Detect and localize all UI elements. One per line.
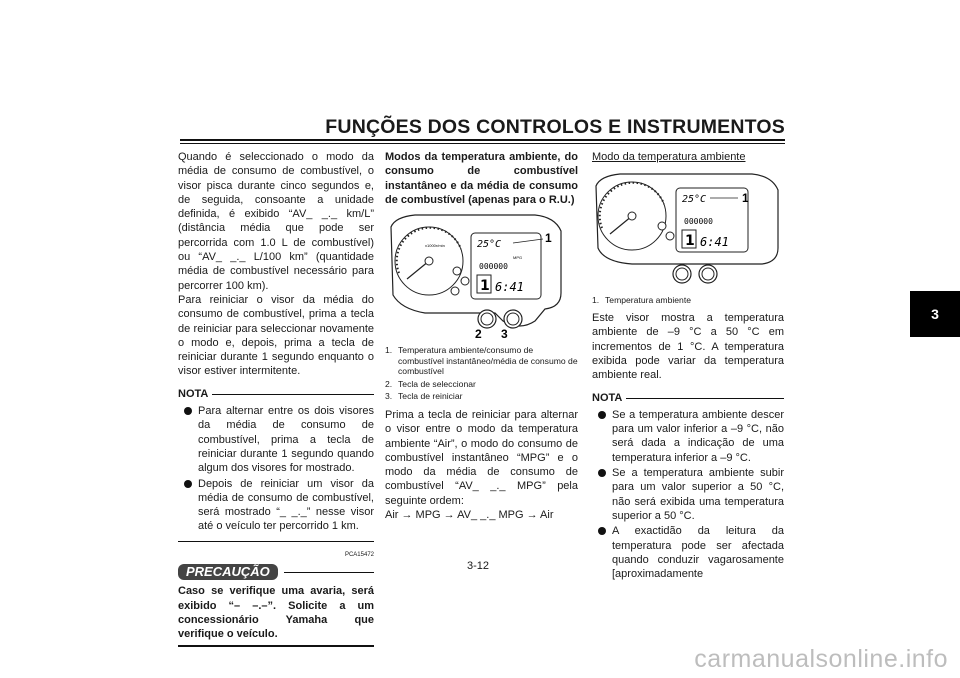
indicator-lamp <box>453 267 461 275</box>
nota-heading <box>178 387 374 401</box>
tach-label: x1000r/min <box>425 243 445 249</box>
tachometer-hub <box>628 212 636 220</box>
caption-item <box>385 391 578 402</box>
subheading-ambient: Modo da temperatura ambiente <box>592 151 746 163</box>
caption-number: 3. <box>385 391 393 402</box>
column-2 <box>385 150 578 522</box>
nota-rule <box>212 394 374 395</box>
paragraph-mode-order: Prima a tecla de reiniciar para alternar o visor entre o modo da temperatura ambiente “Air”, o modo do consumo de combustível instantâneo “MPG” e o modo da média de consumo de combustível “AV_ _._ MPG” pela seguinte ordem: <box>385 408 578 507</box>
caption-item <box>385 379 578 390</box>
figure-captions <box>592 295 784 306</box>
lcd-odometer: 000000 <box>684 217 713 227</box>
lcd-gear: 1 <box>480 278 490 295</box>
nota-label: NOTA <box>592 391 623 404</box>
caption-number: 2. <box>385 378 393 389</box>
lcd-mpg-label: MPG <box>513 255 523 261</box>
paragraph-ambient-range: Este visor mostra a temperatura ambiente de –9 °C a 50 °C em incrementos de 1 °C. A temperatura exibida pode variar da temperatura ambiente real. <box>592 312 784 382</box>
nota-rule <box>626 398 784 399</box>
indicator-lamp <box>451 287 459 295</box>
nota-item <box>178 477 374 534</box>
header-rule-thin <box>180 143 785 144</box>
lcd-temperature: 25°C <box>682 194 707 206</box>
nota-item-text: Se a temperatura ambiente subir para um valor superior a 50 °C, não será exibida uma temperatura superior a 50 °C. <box>612 467 784 522</box>
caution-heading <box>178 564 374 580</box>
nota-item <box>592 408 784 465</box>
callout-2: 2 <box>475 327 482 340</box>
nota-heading <box>592 391 784 405</box>
nota-item-text: Para alternar entre os dois visores da média de consumo de combustível, prima a tecla de reiniciar durante 1 segundo quando algum dos visores for mostrado. <box>198 405 374 475</box>
paragraph-reset-average: Para reiniciar o visor da média do consumo de combustível, prima a tecla de reiniciar para seleccionar novamente o modo e, depois, prima a tecla de reiniciar durante 1 segundo enquanto o visor estiver intermitente. <box>178 293 374 378</box>
caption-item <box>592 295 784 306</box>
caption-text: Temperatura ambiente/consumo de combustível instantâneo/média de consumo de combustível <box>398 345 578 377</box>
figure-captions <box>385 345 578 402</box>
instrument-panel-figure <box>385 209 578 339</box>
caption-item <box>385 345 578 377</box>
watermark: carmanualsonline.info <box>694 645 948 673</box>
caution-text: Caso se verifique uma avaria, será exibido “– –.–”. Solicite a um concessionário Yamaha que verifique o veículo. <box>178 585 374 641</box>
caption-number: 1. <box>592 294 600 305</box>
bullet-icon <box>598 527 606 535</box>
lcd-temperature: 25°C <box>477 239 502 251</box>
caution-badge: PRECAUÇÃO <box>178 564 278 580</box>
nota-item <box>592 466 784 523</box>
chapter-tab: 3 <box>910 291 960 337</box>
nota-item-text: A exactidão da leitura da temperatura pode ser afectada quando conduzir vagarosamente [aproximadamente <box>612 525 784 581</box>
column-3 <box>592 150 784 582</box>
caution-rule <box>284 572 374 573</box>
reset-button-inner <box>507 313 519 325</box>
select-button-inner <box>676 268 688 280</box>
caption-text: Tecla de reiniciar <box>398 391 463 402</box>
caution-code: PCA15472 <box>344 551 374 558</box>
lcd-clock: 6:41 <box>495 280 524 295</box>
indicator-lamp <box>658 222 666 230</box>
nota-list <box>178 404 374 534</box>
nota-item <box>592 524 784 581</box>
page-number: 3-12 <box>467 560 490 572</box>
mode-sequence: Air → MPG → AV_ _._ MPG → Air <box>385 509 554 522</box>
indicator-lamp <box>666 232 674 240</box>
caution-end-rule <box>178 645 374 647</box>
caption-number: 1. <box>385 345 393 356</box>
header-rule-thick <box>180 139 785 141</box>
section-title: Modos da temperatura ambiente, do consumo de combustível instantâneo e da média de consumo de combustível (apenas para o R.U.) <box>385 151 578 206</box>
nota-item-text: Depois de reiniciar um visor da média de consumo de combustível, será mostrado “_ _._” nesse visor até o veículo ter percorrido 1 km. <box>198 477 374 533</box>
select-button-inner <box>481 313 493 325</box>
tachometer-hub <box>425 257 433 265</box>
lcd-gear: 1 <box>685 233 695 250</box>
caption-text: Temperatura ambiente <box>605 294 691 305</box>
bullet-icon <box>598 411 606 419</box>
caption-text: Tecla de seleccionar <box>398 378 476 389</box>
bullet-icon <box>184 480 192 488</box>
nota-label: NOTA <box>178 387 209 400</box>
page-title: FUNÇÕES DOS CONTROLOS E INSTRUMENTOS <box>325 116 785 138</box>
instrument-panel-figure-ambient <box>592 166 784 288</box>
paragraph-average-mode: Quando é seleccionado o modo da média de consumo de combustível, o visor pisca durante cinco segundos e, de seguida, consoante a unidade definida, é exibido “AV_ _._ km/L” (distância média que pode ser percorrida com 1.0 L de combustível) ou “AV_ _._ L/100 km” (quantidade média de combustível necessário para percorrer 100 km). <box>178 151 374 292</box>
nota-end-rule <box>178 541 374 542</box>
column-1 <box>178 150 374 647</box>
nota-list <box>592 408 784 582</box>
callout-1: 1 <box>545 231 552 246</box>
lcd-clock: 6:41 <box>700 235 729 250</box>
callout-1: 1 <box>742 191 749 206</box>
bullet-icon <box>184 407 192 415</box>
nota-item <box>178 404 374 475</box>
reset-button-inner <box>702 268 714 280</box>
callout-3: 3 <box>501 327 508 340</box>
indicator-lamp <box>461 277 469 285</box>
nota-item-text: Se a temperatura ambiente descer para um valor inferior a –9 °C, não será dada a indicação de uma temperatura inferior a –9 °C. <box>612 408 784 464</box>
lcd-odometer: 000000 <box>479 262 508 272</box>
bullet-icon <box>598 469 606 477</box>
